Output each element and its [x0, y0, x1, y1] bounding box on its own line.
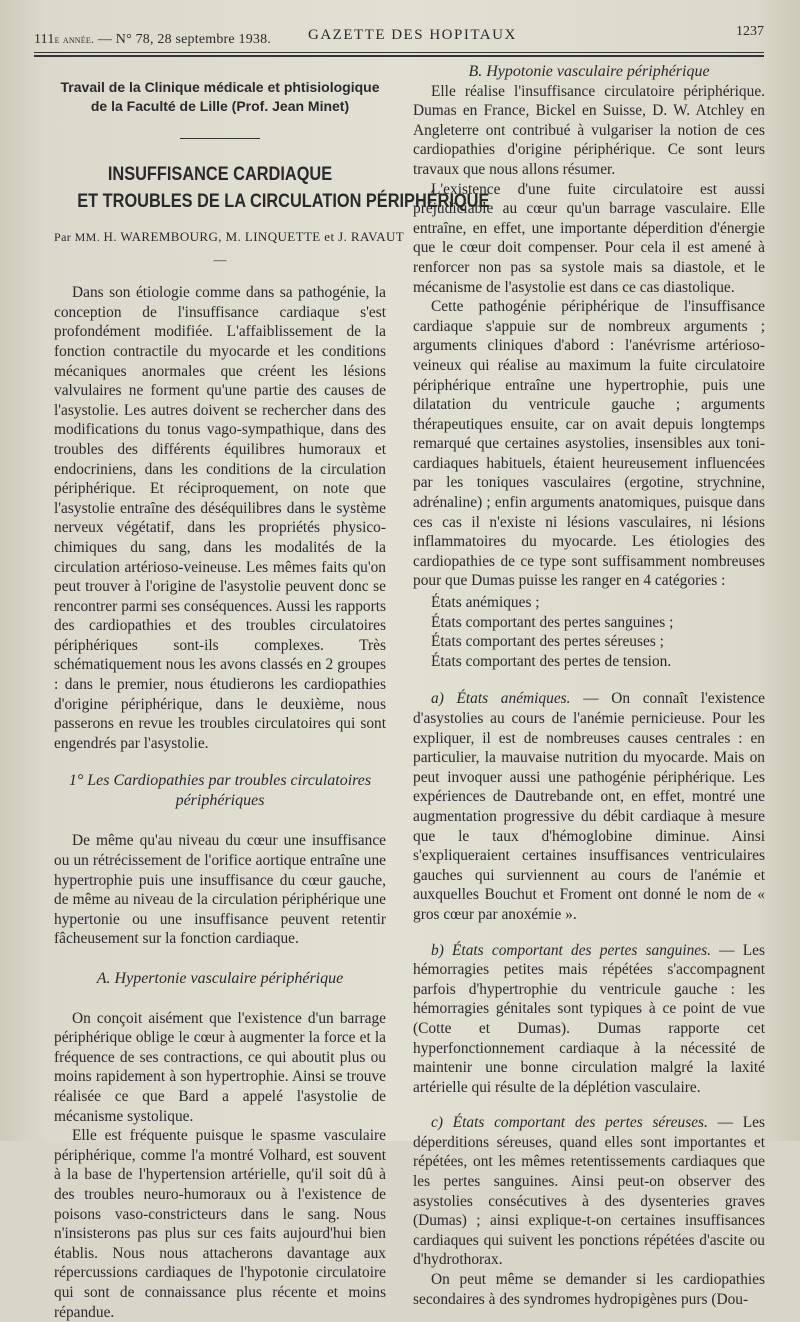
subsection-heading-a: A. Hypertonie vasculaire périphérique [96, 970, 344, 987]
clinic-affiliation: Travail de la Clinique médicale et phtisiologique de la Faculté de Lille (Prof. Jean Minet) [60, 79, 380, 114]
paragraph-pertes-sereuses: c) États comportant des pertes séreuses. — Les déperditions séreuses, quand elles sont importantes et répétées, ont les mêmes retentissements cardiaques que les pertes sanguines. Ainsi peut-on observer des asystolies consécutives à des dysenteries graves (Dumas) ; ainsi explique-t-on certaines insuffisances cardiaques qui suivent les ponctions répétées d'ascite ou d'hydrothorax. [413, 1114, 765, 1269]
author-dash: — [213, 251, 227, 267]
section-heading-1: 1° Les Cardiopathies par troubles circulatoires périphériques [68, 772, 372, 810]
category-list [431, 593, 765, 671]
subsection-heading-b: B. Hypotonie vasculaire périphérique [468, 63, 710, 80]
header-rule-thick [34, 55, 764, 57]
list-item: États anémiques ; [431, 594, 540, 612]
paragraph-hypertonie-2: Elle est fréquente puisque le spasme vasculaire périphérique, comme l'a montré Volhard, est souvent à la base de l'hypertension artérielle, qu'il soit dû à des troubles neuro-humoraux ou à l'existence de poisons vaso-constricteurs dans le sang. Nous n'insisterons pas plus sur ces faits aujourd'hui bien établis. Nous nous attacherons davantage aux répercussions cardiaques de l'hypotonie circulatoire qui sont de connaissance plus récente et moins répandue. [54, 1127, 386, 1321]
list-item: États comportant des pertes de tension. [431, 652, 672, 670]
list-item: États comportant des pertes sanguines ; [431, 613, 674, 631]
paragraph-hypotonie-3: Cette pathogénie périphérique de l'insuffisance cardiaque s'appuie sur de nombreux arguments ; arguments cliniques d'abord : l'anévrisme artérioso-veineux qui réalise au maximum la fuite circulatoire périphérique entraîne une hypertrophie, puis une dilatation du ventricule gauche ; arguments thérapeutiques ensuite, car on avait depuis longtemps remarqué que certaines asystolies, insensibles aux toni-cardiaques habituels, étaient heureusement influencées par les toniques vasculaires (ergotine, strychnine, adrénaline) ; enfin arguments anatomiques, puisque dans ces cas il n'existe ni lésions vasculaires, ni lésions inflammatoires du myocarde. Les étiologies des cardiopathies de ce type sont suffisamment nombreuses pour que Dumas puisse les ranger en 4 catégories : [413, 298, 765, 590]
article-authors: Par MM. H. WAREMBOURG, M. LINQUETTE et J. RAVAUT [54, 229, 405, 244]
paragraph-hypotonie-2: L'existence d'une fuite circulatoire est aussi préjudiciable au cœur qu'un barrage vasculaire. Elle entraîne, en effet, une importante déperdition d'énergie que le cœur doit compenser. Pour cela il est amené à renforcer non pas sa systole mais sa diastole, et le mécanisme de l'asystolie est dans ce cas diastolique. [413, 180, 765, 296]
issue-info: 111e année. — N° 78, 28 septembre 1938. [34, 32, 271, 47]
paragraph-hypotonie-1: Elle réalise l'insuffisance circulatoire périphérique. Dumas en France, Bickel en Suisse, D. W. Atchley en Angleterre ont contribué à vulgariser la notion de ces cardiopathies d'origine périphérique. Ce sont leurs travaux que nous allons résumer. [413, 82, 765, 178]
paragraph-hypertonie-1: On conçoit aisément que l'existence d'un barrage périphérique oblige le cœur à augmenter la force et la fréquence de ses contractions, ce qui aboutit plus ou moins rapidement à son hypertrophie. Ainsi se trouve réalisée ce que Bard a appelé l'asystolie de mécanisme systolique. [54, 1009, 386, 1125]
paragraph-etats-anemiques: a) États anémiques. — On connaît l'existence d'asystolies au cours de l'anémie pernicieuse. Pour les expliquer, il est de nombreuses causes centrales : en particulier, la mauvaise nutrition du myocarde. Mais on peut invoquer aussi une pathogénie périphérique. Les expériences de Dautrebande ont, en effet, montré une augmentation progressive du débit cardiaque à mesure que le taux d'hémoglobine diminue. Ainsi s'expliqueraient certaines insuffisances ventriculaires gauches qui surviennent au cours de l'anémie et auxquelles Bouchut et Froment ont donné le nom de « gros cœur par anoxémie ». [413, 690, 765, 923]
title-rule [180, 138, 260, 139]
article-title: INSUFFISANCE CARDIAQUE ET TROUBLES DE LA CIRCULATION PÉRIPHÉRIQUE [77, 164, 490, 212]
page-header [0, 14, 800, 50]
page-number: 1237 [736, 24, 764, 39]
journal-title: GAZETTE DES HOPITAUX [308, 27, 517, 43]
header-rule [34, 52, 764, 53]
paragraph-pertes-sanguines: b) États comportant des pertes sanguines. — Les hémorragies petites mais répétées s'accompagnent parfois d'hypertrophie du ventricule gauche : les hémorragies génitales sont typiques à ce point de vue (Cotte et Dumas). Dumas rapporte cet hyperfonctionnement cardiaque à la nécessité de maintenir une bonne circulation malgré la laxité artérielle qui résulte de la déplétion vasculaire. [413, 941, 766, 1096]
right-column [413, 62, 765, 1309]
paragraph-intro: Dans son étiologie comme dans sa pathogénie, la conception de l'insuffisance cardiaque s'est profondément modifiée. L'affaiblissement de la fonction contractile du myocarde et les conditions mécaniques anormales que créent les lésions valvulaires ne forment qu'une partie des causes de l'asystolie. Les autres doivent se rechercher dans des modifications du tonus vago-sympathique, dans des troubles des différents équilibres humoraux et endocriniens, dans les conditions de la circulation périphérique. Et réciproquement, on note que l'asystolie entraîne des déséquilibres dans le système nerveux végétatif, dans les propriétés physico-chimiques du sang, dans les modalités de la circulation artérioso-veineuse. Les mêmes faits qu'on peut trouver à l'origine de l'asystolie peuvent donc se rencontrer parmi ses conséquences. Aussi les rapports des cardiopathies et des troubles circulatoires périphériques sont-ils complexes. Très schématiquement nous les avons classés en 2 groupes : dans le premier, nous étudierons les cardiopathies d'origine périphérique, dans le deuxième, nous passerons en revue les troubles circulatoires qui sont engendrés par l'asystolie. [54, 284, 386, 752]
paragraph-section1: De même qu'au niveau du cœur une insuffisance ou un rétrécissement de l'orifice aortique entraîne une hypertrophie puis une insuffisance du cœur gauche, de même au niveau de la circulation périphérique une hypertonie ou une insuffisance peuvent retentir fâcheusement sur la fonction cardiaque. [54, 832, 386, 948]
list-item: États comportant des pertes séreuses ; [431, 633, 664, 651]
paragraph-hydropigenes: On peut même se demander si les cardiopathies secondaires à des syndromes hydropigènes purs (Dou- [413, 1271, 765, 1308]
